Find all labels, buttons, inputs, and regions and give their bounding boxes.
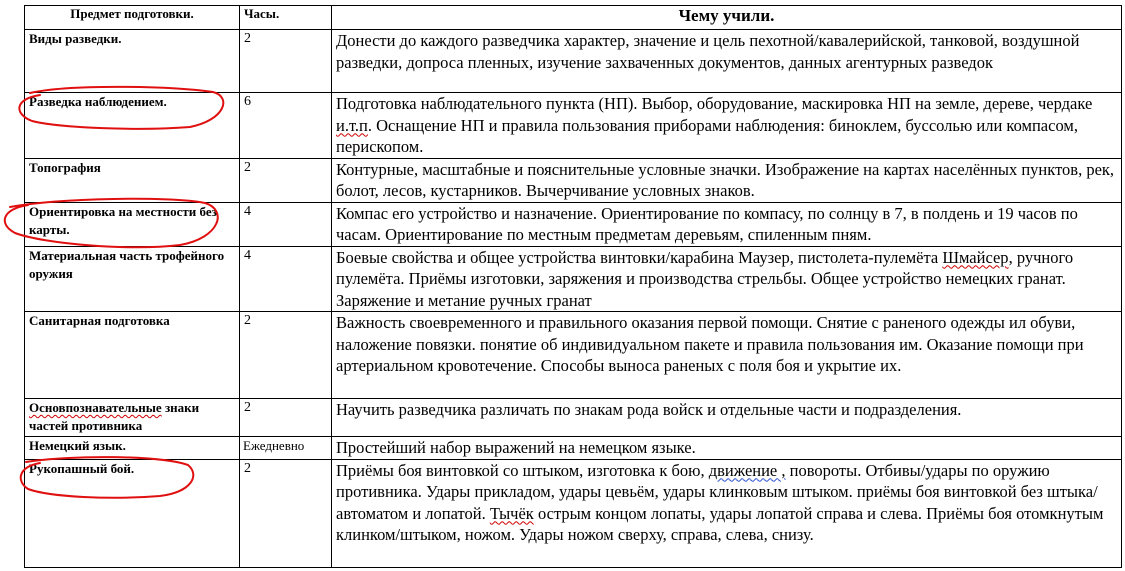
header-hours: Часы. bbox=[240, 6, 332, 30]
row-hours: 4 bbox=[240, 202, 332, 246]
table-row bbox=[25, 312, 1122, 399]
table-row bbox=[25, 399, 1122, 437]
row-hours: 2 bbox=[240, 399, 332, 437]
spellcheck-mark: Основпознавательные bbox=[29, 400, 162, 415]
spellcheck-mark: и.т.п bbox=[336, 115, 368, 135]
row-subject: Разведка наблюдением. bbox=[25, 93, 240, 159]
row-hours: 2 bbox=[240, 312, 332, 399]
header-content: Чему учили. bbox=[332, 6, 1122, 30]
row-hours: 4 bbox=[240, 246, 332, 312]
row-subject: Рукопашный бой. bbox=[25, 459, 240, 567]
row-subject: Немецкий язык. bbox=[25, 437, 240, 460]
table-row bbox=[25, 202, 1122, 246]
row-hours: 6 bbox=[240, 93, 332, 159]
row-subject: Основпознавательные знаки частей противника bbox=[25, 399, 240, 437]
table-row bbox=[25, 93, 1122, 159]
row-content: Приёмы боя винтовкой со штыком, изготовка к бою, движение , повороты. Отбивы/удары по оружию противника. Удары прикладом, удары цевьём, удары клинковым штыком. приёмы боя винтовкой без штыка/автоматом и лопатой. Тычёк острым концом лопаты, удары лопатой справа и слева. Приёмы боя отомкнутым клинком/штыком, ножом. Удары ножом сверху, справа, слева, снизу. bbox=[332, 459, 1122, 567]
row-hours: 2 bbox=[240, 459, 332, 567]
row-subject: Материальная часть трофейного оружия bbox=[25, 246, 240, 312]
row-content: Научить разведчика различать по знакам рода войск и отдельные части и подразделения. bbox=[332, 399, 1122, 437]
row-subject: Ориентировка на местности без карты. bbox=[25, 202, 240, 246]
table-header-row bbox=[25, 6, 1122, 30]
row-content: Донести до каждого разведчика характер, значение и цель пехотной/кавалерийской, танковой, воздушной разведки, допроса пленных, изучение захваченных документов, данных агентурных разведок bbox=[332, 30, 1122, 93]
row-content: Важность своевременного и правильного оказания первой помощи. Снятие с раненого одежды ил обуви, наложение повязки. понятие об индивидуальном пакете и правила пользования им. Оказание помощи при артериальном кровотечение. Способы выноса раненых с поля боя и укрытие их. bbox=[332, 312, 1122, 399]
row-subject: Виды разведки. bbox=[25, 30, 240, 93]
row-content: Компас его устройство и назначение. Ориентирование по компасу, по солнцу в 7, в полдень и 19 часов по часам. Ориентирование по местным предметам деревьям, спиленным пням. bbox=[332, 202, 1122, 246]
row-content: Контурные, масштабные и пояснительные условные значки. Изображение на картах населённых пунктов, рек, болот, лесов, кустарников. Вычерчивание условных знаков. bbox=[332, 158, 1122, 202]
training-plan-table bbox=[24, 5, 1122, 568]
table-row bbox=[25, 459, 1122, 567]
spellcheck-mark: Шмайсер bbox=[942, 247, 1009, 267]
table-row bbox=[25, 437, 1122, 460]
row-content: Боевые свойства и общее устройства винтовки/карабина Маузер, пистолета-пулемёта Шмайсер, ручного пулемёта. Приёмы изготовки, заряжения и производства стрельбы. Общее устройство немецких гранат. Заряжение и метание ручных гранат bbox=[332, 246, 1122, 312]
table-row bbox=[25, 246, 1122, 312]
row-hours: 2 bbox=[240, 158, 332, 202]
spellcheck-mark: Тычёк bbox=[489, 503, 534, 523]
table-row bbox=[25, 30, 1122, 93]
row-hours: 2 bbox=[240, 30, 332, 93]
grammar-mark: движение , bbox=[708, 460, 786, 480]
row-content: Простейший набор выражений на немецком языке. bbox=[332, 437, 1122, 460]
row-content: Подготовка наблюдательного пункта (НП). Выбор, оборудование, маскировка НП на земле, дереве, чердаке и.т.п. Оснащение НП и правила пользования приборами наблюдения: биноклем, буссолью или компасом, перископом. bbox=[332, 93, 1122, 159]
table-row bbox=[25, 158, 1122, 202]
header-subject: Предмет подготовки. bbox=[25, 6, 240, 30]
row-subject: Топография bbox=[25, 158, 240, 202]
row-hours: Ежедневно bbox=[240, 437, 332, 460]
row-subject: Санитарная подготовка bbox=[25, 312, 240, 399]
